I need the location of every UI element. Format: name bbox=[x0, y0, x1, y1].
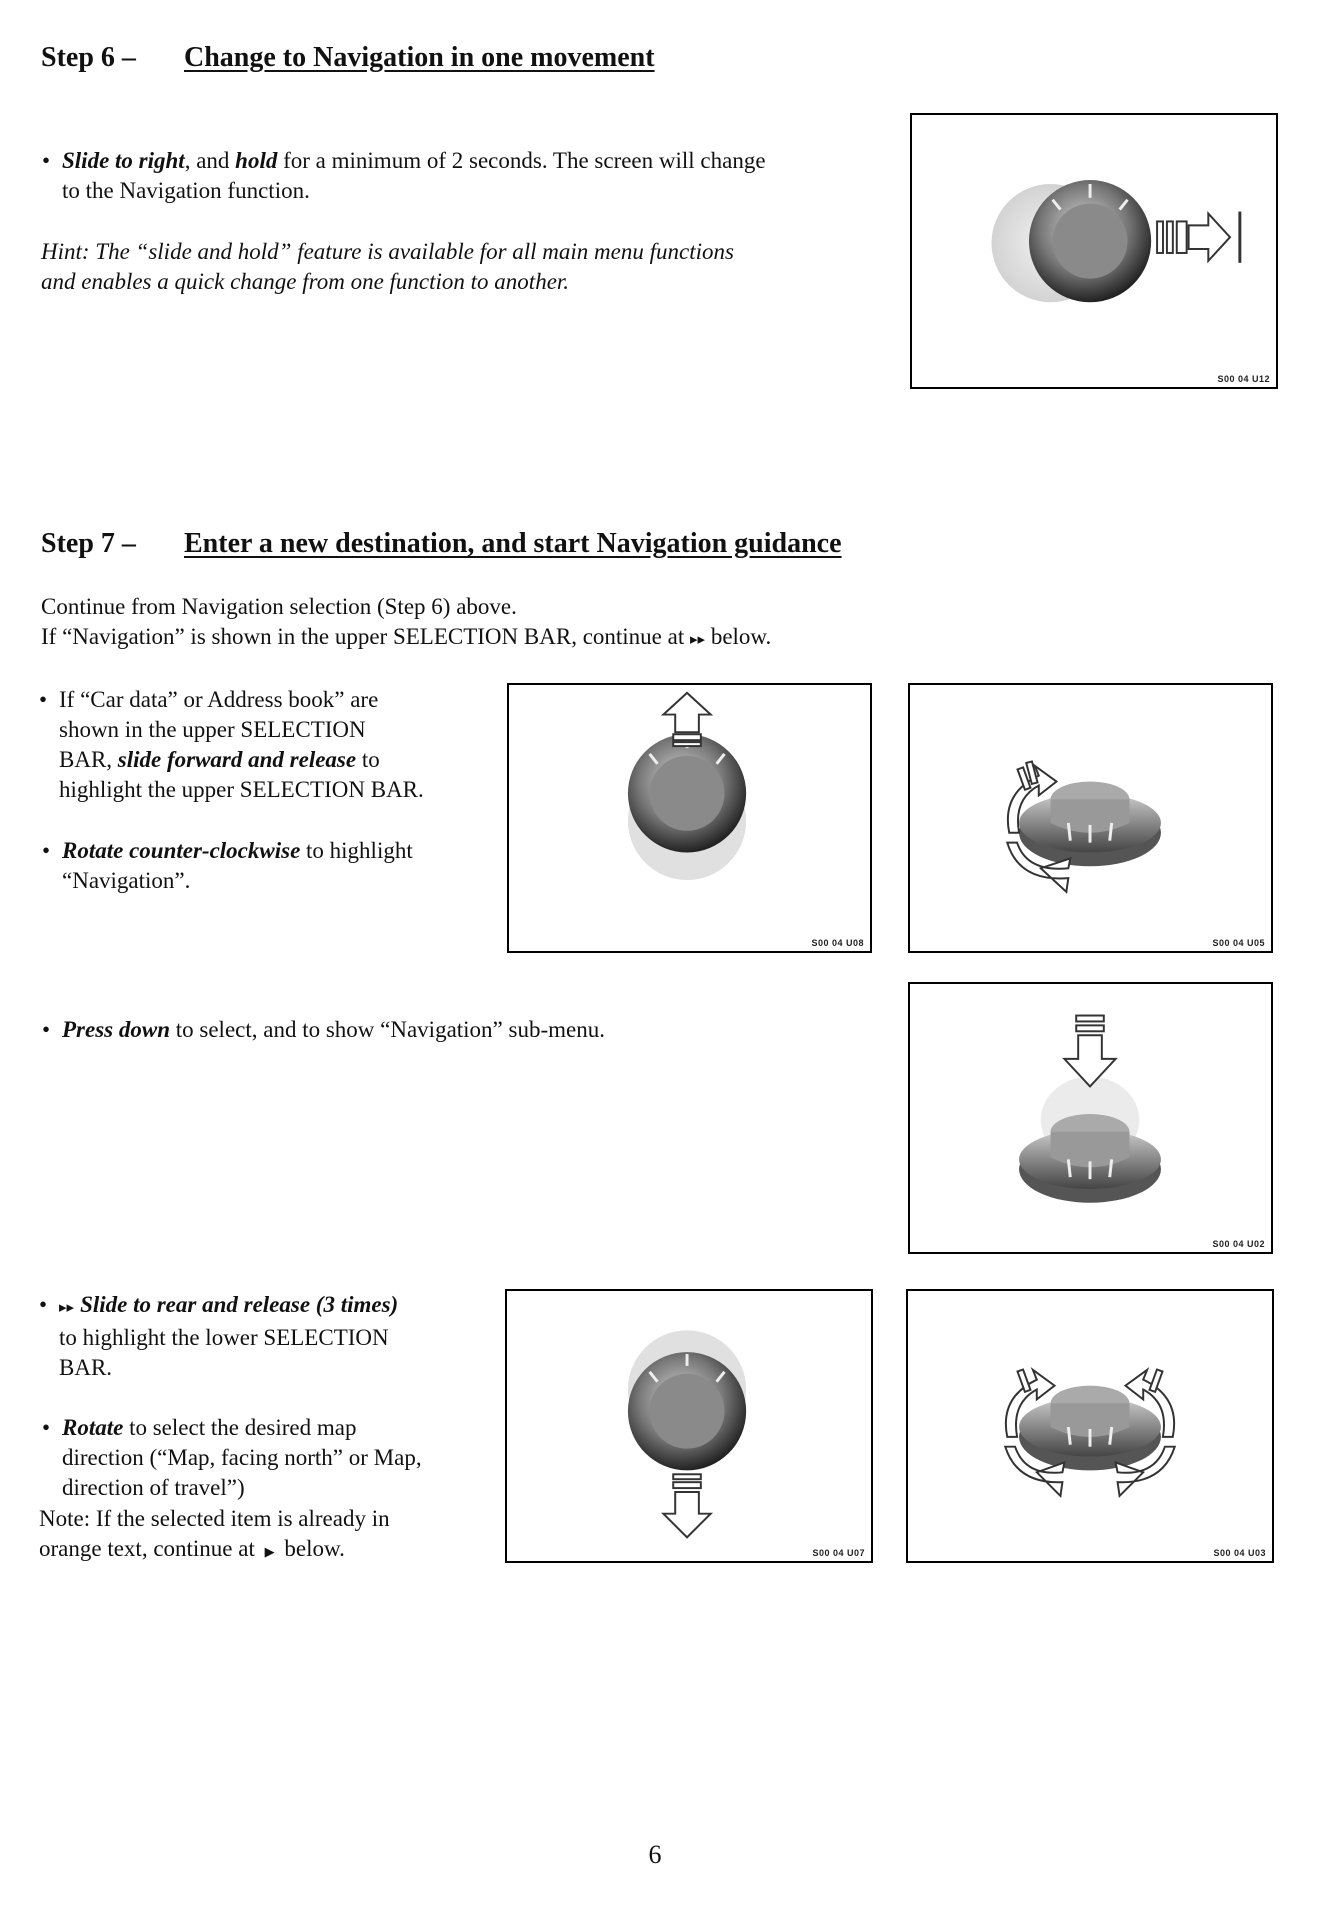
step7-title: Enter a new destination, and start Navigation guidance bbox=[184, 528, 842, 559]
knob-rotate-illustration bbox=[908, 1291, 1272, 1561]
figure-slide-rear bbox=[505, 1289, 873, 1563]
figure-code: S00 04 U05 bbox=[1212, 938, 1265, 948]
step6-number: Step 6 – bbox=[41, 42, 136, 73]
step7-bullet-rotate: • Rotate to select the desired map direction (“Map, facing north” or Map, direction of travel”) bbox=[42, 1415, 422, 1500]
figure-rotate bbox=[906, 1289, 1274, 1563]
figure-slide-right bbox=[910, 113, 1278, 389]
knob-rotate-ccw-illustration bbox=[910, 685, 1271, 951]
step7-number: Step 7 – bbox=[41, 528, 136, 559]
slide-right-emphasis: Slide to right bbox=[62, 148, 185, 173]
figure-slide-forward bbox=[507, 683, 872, 953]
figure-rotate-ccw bbox=[908, 683, 1273, 953]
figure-code: S00 04 U08 bbox=[811, 938, 864, 948]
step7-intro: Continue from Navigation selection (Step 6) above. If “Navigation” is shown in the upper SELECTION BAR, continue at ▸▸ below. bbox=[41, 594, 772, 649]
knob-slide-rear-illustration bbox=[507, 1291, 871, 1561]
play-icon: ▶ bbox=[264, 1544, 275, 1559]
step7-heading bbox=[41, 528, 842, 560]
figure-code: S00 04 U07 bbox=[812, 1548, 865, 1558]
step6-bullet: • Slide to right, and hold for a minimum of 2 seconds. The screen will change to the Navigation function. bbox=[42, 148, 766, 203]
knob-slide-right-illustration bbox=[912, 115, 1276, 387]
hold-emphasis: hold bbox=[235, 148, 278, 173]
figure-code: S00 04 U03 bbox=[1213, 1548, 1266, 1558]
figure-code: S00 04 U12 bbox=[1217, 374, 1270, 384]
step6-title: Change to Navigation in one movement bbox=[184, 42, 655, 73]
step6-heading bbox=[41, 42, 655, 74]
fast-forward-icon: ▸▸ bbox=[59, 1299, 75, 1316]
figure-code: S00 04 U02 bbox=[1212, 1239, 1265, 1249]
knob-slide-forward-illustration bbox=[509, 685, 870, 951]
step7-bullet-rear: • ▸▸ Slide to rear and release (3 times) to highlight the lower SELECTION BAR. bbox=[39, 1292, 399, 1380]
step7-bullet-rotate-ccw: • Rotate counter-clockwise to highlight “Navigation”. bbox=[42, 838, 413, 893]
page-number: 6 bbox=[648, 1840, 662, 1869]
step7-note: Note: If the selected item is already in orange text, continue at ▶ below. bbox=[39, 1506, 390, 1561]
step6-hint: Hint: The “slide and hold” feature is available for all main menu functions and enables a quick change from one function to another. bbox=[41, 239, 734, 294]
knob-press-down-illustration bbox=[910, 984, 1271, 1252]
step7-bullet-press: • Press down to select, and to show “Navigation” sub-menu. bbox=[42, 1017, 605, 1042]
step7-bullet-forward: • If “Car data” or Address book” are shown in the upper SELECTION BAR, slide forward and release to highlight the upper SELECTION BAR. bbox=[39, 687, 424, 802]
figure-press-down bbox=[908, 982, 1273, 1254]
fast-forward-icon: ▸▸ bbox=[690, 631, 706, 648]
